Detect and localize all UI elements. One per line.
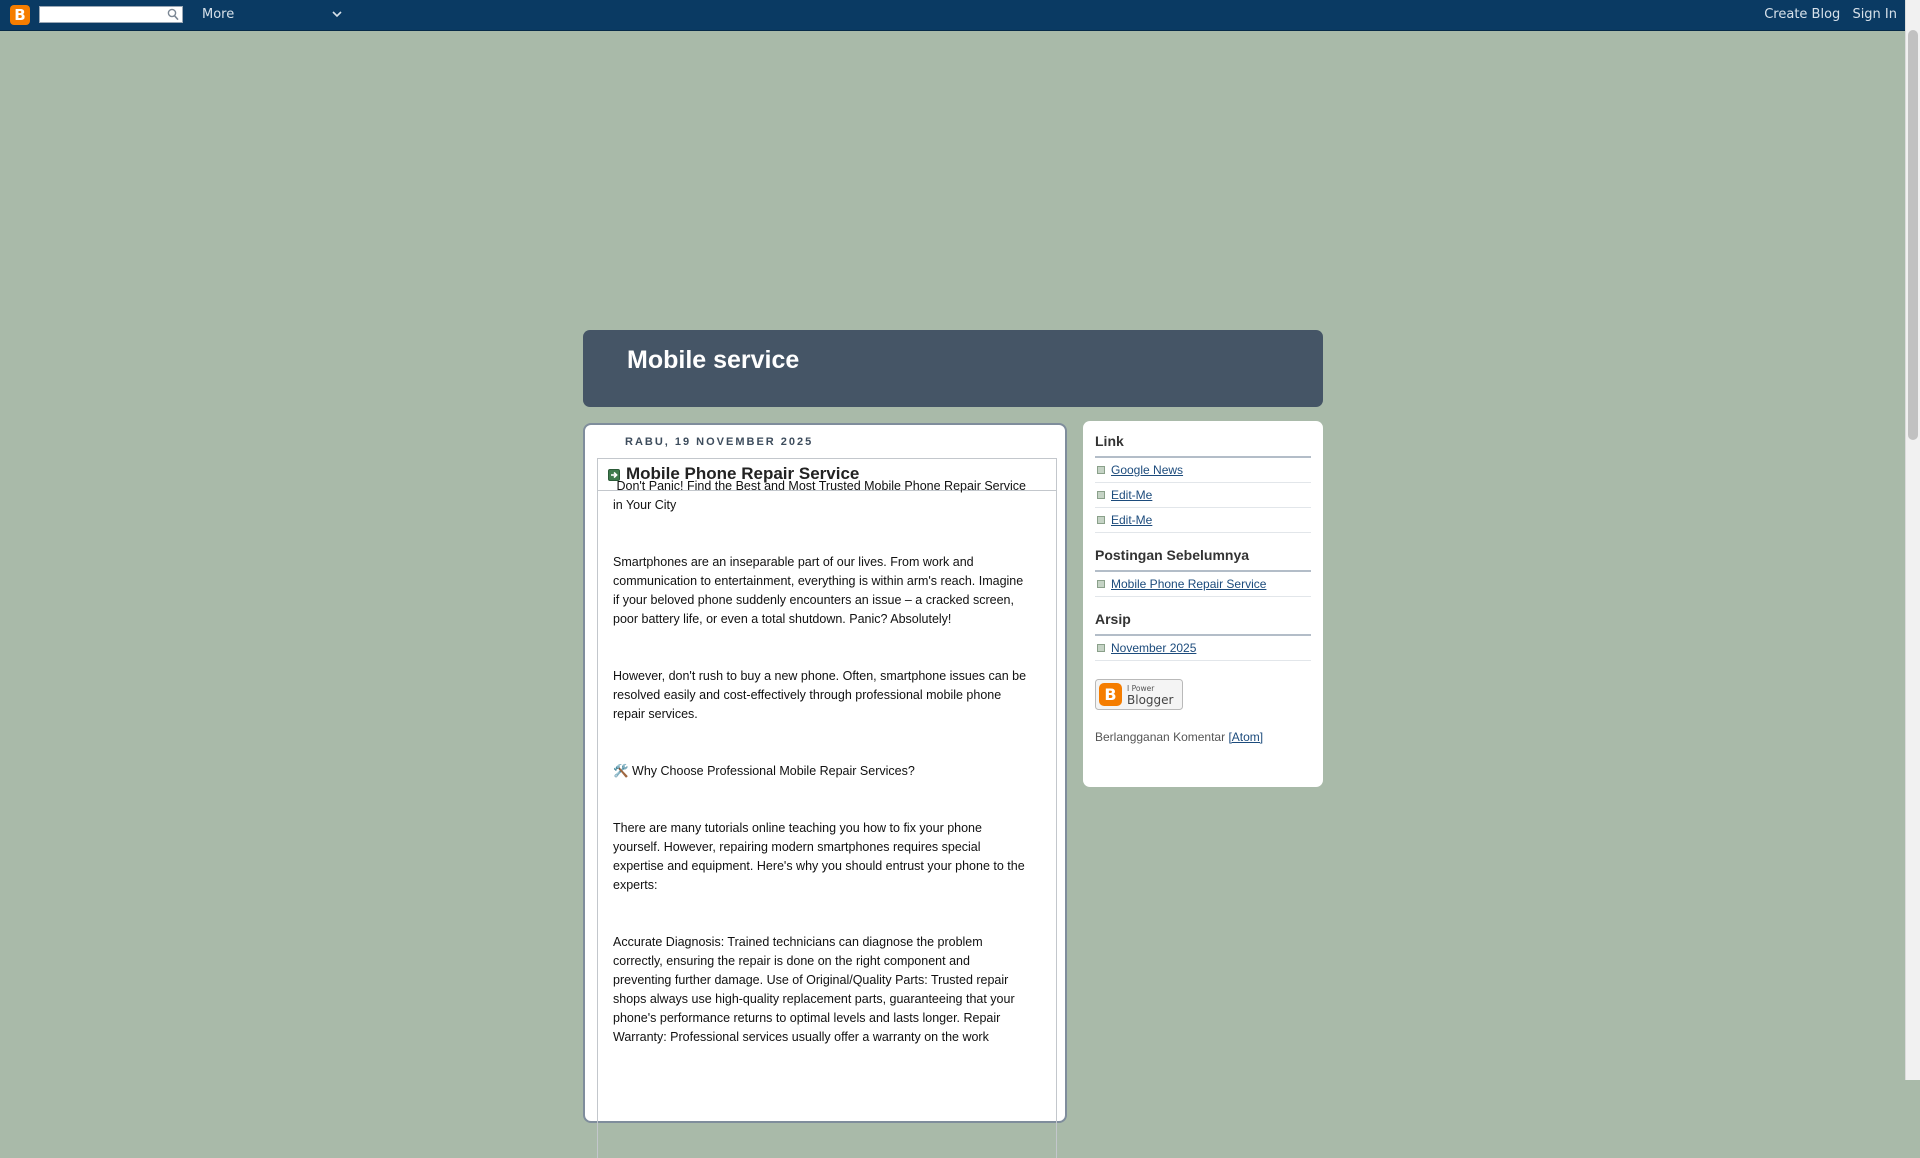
search-icon[interactable] xyxy=(167,8,179,21)
archive-link[interactable]: November 2025 xyxy=(1111,641,1197,655)
list-item xyxy=(1095,483,1311,508)
blog-header xyxy=(583,330,1323,407)
edit-me-link[interactable]: Edit-Me xyxy=(1111,513,1153,527)
post-paragraph: However, don't rush to buy a new phone. Often, smartphone issues can be resolved easily and cost-effectively through professional mobile phone repair services. xyxy=(613,669,1027,721)
page-scrollbar[interactable] xyxy=(1905,0,1920,1080)
list-item xyxy=(1095,636,1311,661)
atom-feed-link[interactable]: [Atom] xyxy=(1228,730,1264,744)
navbar-actions xyxy=(1756,0,1897,30)
archive-title: Arsip xyxy=(1095,611,1311,636)
badge-line2: Blogger xyxy=(1127,693,1174,707)
bullet-icon xyxy=(1097,491,1105,499)
list-item xyxy=(1095,572,1311,597)
link-widget-title: Link xyxy=(1095,433,1311,458)
blogger-navbar xyxy=(0,0,1905,31)
sidebar xyxy=(1083,421,1323,787)
date-header: RABU, 19 NOVEMBER 2025 xyxy=(625,436,814,448)
badge-line1: I Power xyxy=(1127,684,1155,693)
post-paragraph: Smartphones are an inseparable part of our lives. From work and communication to entertainment, everything is within arm's reach. Imagine if your beloved phone suddenly encounters an issue – a cracked screen, poor battery life, or even a total shutdown. Panic? Absolutely! xyxy=(613,555,1024,626)
navbar-search-input[interactable] xyxy=(40,12,168,27)
create-blog-link[interactable]: Create Blog xyxy=(1764,7,1841,22)
post-paragraph: There are many tutorials online teaching you how to fix your phone yourself. However, repairing modern smartphones requires special expertise and equipment. Here's why you should entrust your phone to the experts: xyxy=(613,821,1025,892)
bullet-icon xyxy=(1097,580,1105,588)
blogger-logo-icon[interactable]: B xyxy=(10,5,30,25)
main-column xyxy=(583,423,1067,1123)
more-dropdown[interactable] xyxy=(202,0,342,30)
subscribe-block xyxy=(1095,728,1311,747)
chevron-down-icon xyxy=(332,10,342,18)
navbar-search[interactable] xyxy=(39,6,183,23)
scrollbar-thumb[interactable] xyxy=(1908,30,1918,440)
bullet-icon xyxy=(1097,644,1105,652)
previous-posts-list xyxy=(1095,572,1311,597)
list-item xyxy=(1095,458,1311,483)
post-paragraph: 🛠️ Why Choose Professional Mobile Repair Services? xyxy=(613,764,915,778)
blog-title[interactable]: Mobile service xyxy=(627,346,800,374)
more-label: More xyxy=(202,7,235,22)
link-list xyxy=(1095,458,1311,533)
sign-in-link[interactable]: Sign In xyxy=(1852,7,1897,22)
powered-by-blogger-badge[interactable] xyxy=(1095,679,1183,710)
post-paragraph: Don't Panic! Find the Best and Most Trusted Mobile Phone Repair Service in Your City xyxy=(613,479,1027,512)
bullet-icon xyxy=(1097,516,1105,524)
previous-post-link[interactable]: Mobile Phone Repair Service xyxy=(1111,577,1267,591)
google-news-link[interactable]: Google News xyxy=(1111,463,1184,477)
post-title[interactable]: Mobile Phone Repair Service xyxy=(626,464,860,483)
subscribe-text: Berlangganan Komentar xyxy=(1095,730,1226,744)
post-body xyxy=(613,477,1031,1085)
archive-list xyxy=(1095,636,1311,661)
edit-me-link[interactable]: Edit-Me xyxy=(1111,488,1153,502)
previous-posts-title: Postingan Sebelumnya xyxy=(1095,547,1311,572)
svg-text:B: B xyxy=(1104,685,1117,704)
list-item xyxy=(1095,508,1311,533)
bullet-icon xyxy=(1097,466,1105,474)
post-paragraph: Accurate Diagnosis: Trained technicians can diagnose the problem correctly, ensuring the repair is done on the right component and preventing further damage. Use of Original/Quality Parts: Trusted repair shops always use high-quality replacement parts, guaranteeing that your phone's performance returns to optimal levels and lasts longer. Repair Warranty: Professional services usually offer a warranty on the work xyxy=(613,935,1015,1044)
